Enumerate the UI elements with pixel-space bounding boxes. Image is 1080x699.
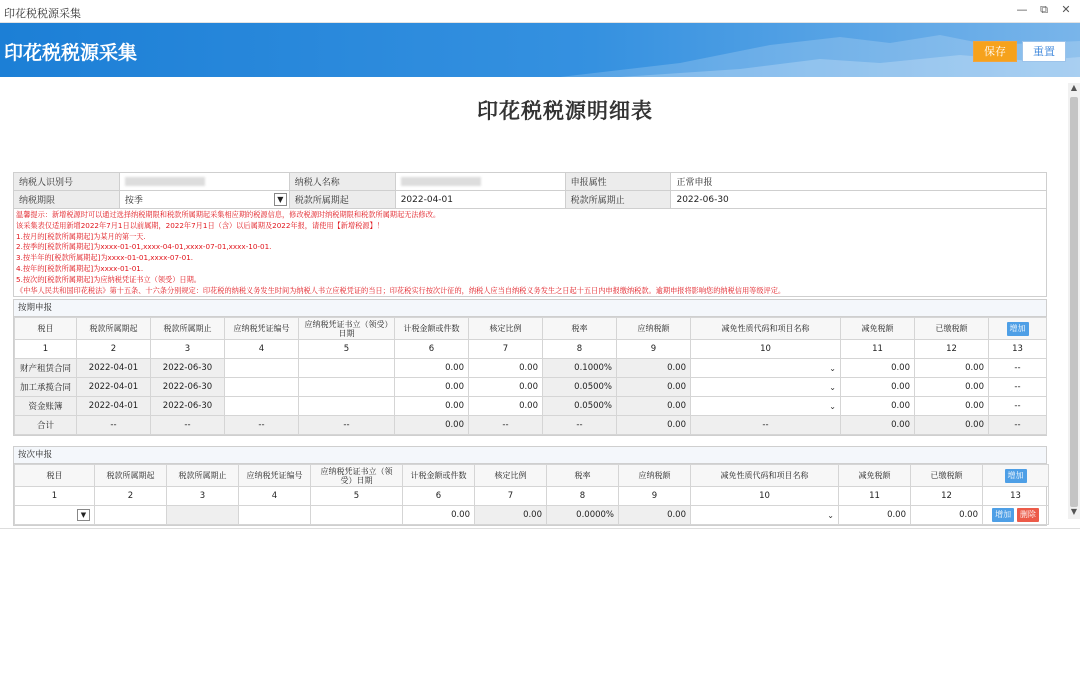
start-cell: 2022-04-01 (77, 378, 151, 397)
table-header-row (15, 465, 1049, 487)
vertical-scrollbar[interactable] (1068, 83, 1080, 519)
voucher-no-input[interactable] (225, 359, 299, 378)
relief-select[interactable] (691, 506, 839, 525)
rate-cell: 0.0500% (543, 378, 617, 397)
minimize-icon[interactable]: — (1016, 3, 1028, 16)
col-number: 3 (151, 340, 225, 359)
notice-line: 3.按半年的[税款所属期起]为xxxx-01-01,xxxx-07-01. (16, 253, 194, 263)
col-number: 8 (543, 340, 617, 359)
item-cell: 资金账簿 (15, 397, 77, 416)
voucher-date-input[interactable] (311, 506, 403, 525)
chevron-down-icon[interactable]: ⌄ (829, 401, 836, 411)
col-number: 2 (95, 487, 167, 506)
col-number: 1 (15, 340, 77, 359)
rate-cell: 0.1000% (543, 359, 617, 378)
end-cell (167, 506, 239, 525)
amount-input[interactable]: 0.00 (395, 397, 469, 416)
paid-amount-input[interactable]: 0.00 (915, 378, 989, 397)
col-number: 5 (311, 487, 403, 506)
restore-icon[interactable]: ⧉ (1040, 3, 1048, 16)
page-title: 印花税税源明细表 (477, 99, 653, 123)
op-cell: -- (989, 359, 1047, 378)
total-dash: -- (469, 416, 543, 435)
col-header: 税款所属期起 (77, 318, 151, 340)
col-header: 应纳税凭证书立（领受）日期 (311, 465, 403, 487)
voucher-no-input[interactable] (225, 378, 299, 397)
start-label: 税款所属期起 (289, 191, 395, 209)
total-tax: 0.00 (617, 416, 691, 435)
col-number: 4 (225, 340, 299, 359)
add-row-button[interactable]: 增加 (992, 508, 1014, 522)
period-select[interactable] (119, 191, 289, 209)
decl-attr-value: 正常申报 (671, 173, 1047, 191)
rate-cell: 0.0000% (547, 506, 619, 525)
scroll-up-icon[interactable]: ▲ (1070, 83, 1078, 92)
item-cell: 加工承揽合同 (15, 378, 77, 397)
taxpayer-id-value (119, 173, 289, 191)
op-cell: -- (989, 397, 1047, 416)
col-number: 11 (839, 487, 911, 506)
col-number: 12 (911, 487, 983, 506)
app-header (0, 23, 1080, 77)
col-header: 核定比例 (469, 318, 543, 340)
col-header: 应纳税额 (619, 465, 691, 487)
col-number: 2 (77, 340, 151, 359)
save-button[interactable]: 保存 (973, 41, 1017, 62)
col-header: 已缴税额 (915, 318, 989, 340)
col-number: 13 (983, 487, 1049, 506)
start-cell: 2022-04-01 (77, 397, 151, 416)
amount-input[interactable]: 0.00 (395, 359, 469, 378)
chevron-down-icon[interactable]: ⌄ (827, 510, 834, 520)
chevron-down-icon[interactable]: ⌄ (829, 363, 836, 373)
col-header-actions (983, 465, 1049, 487)
ratio-cell: 0.00 (469, 397, 543, 416)
ratio-cell: 0.00 (469, 378, 543, 397)
relief-amount-input[interactable]: 0.00 (841, 359, 915, 378)
tax-cell: 0.00 (617, 397, 691, 416)
col-header: 税率 (547, 465, 619, 487)
paid-amount-input[interactable]: 0.00 (915, 359, 989, 378)
item-cell: 财产租赁合同 (15, 359, 77, 378)
close-icon[interactable]: ✕ (1061, 3, 1071, 16)
notice-text (13, 208, 1047, 297)
table-row (15, 378, 1047, 397)
voucher-no-input[interactable] (225, 397, 299, 416)
taxpayer-name-label: 纳税人名称 (289, 173, 395, 191)
notice-line: 1.按月的[税款所属期起]为某月的第一天. (16, 231, 146, 241)
col-number: 3 (167, 487, 239, 506)
col-header: 税款所属期起 (95, 465, 167, 487)
paid-amount-input[interactable]: 0.00 (915, 397, 989, 416)
period-select-value: 按季 (124, 195, 143, 206)
total-dash: -- (225, 416, 299, 435)
end-cell: 2022-06-30 (151, 397, 225, 416)
table-row (15, 506, 1049, 525)
end-cell: 2022-06-30 (151, 359, 225, 378)
col-header: 已缴税额 (911, 465, 983, 487)
tax-cell: 0.00 (617, 359, 691, 378)
taxpayer-id-label: 纳税人识别号 (14, 173, 120, 191)
table-header-row (15, 318, 1047, 340)
voucher-date-input[interactable] (299, 378, 395, 397)
col-header: 税款所属期止 (151, 318, 225, 340)
notice-line: 4.按年的[税款所属期起]为xxxx-01-01. (16, 263, 144, 273)
col-number: 7 (475, 487, 547, 506)
add-row-button[interactable]: 增加 (1007, 322, 1029, 336)
col-number: 9 (617, 340, 691, 359)
col-number: 5 (299, 340, 395, 359)
total-dash: -- (77, 416, 151, 435)
period-label: 纳税期限 (14, 191, 120, 209)
chevron-down-icon[interactable]: ▼ (77, 509, 90, 521)
notice-line: 5.按次的[税款所属期起]为应纳税凭证书立（领受）日期。 (16, 274, 201, 284)
col-number: 12 (915, 340, 989, 359)
divider (0, 528, 1080, 529)
periodic-section (13, 299, 1047, 436)
col-header: 应纳税额 (617, 318, 691, 340)
col-header: 核定比例 (475, 465, 547, 487)
col-number: 6 (395, 340, 469, 359)
redacted-value (125, 177, 205, 186)
col-header: 税款所属期止 (167, 465, 239, 487)
col-header: 应纳税凭证编号 (239, 465, 311, 487)
table-row (15, 397, 1047, 416)
relief-amount-input[interactable]: 0.00 (841, 397, 915, 416)
col-header: 税目 (15, 318, 77, 340)
rate-cell: 0.0500% (543, 397, 617, 416)
tax-cell: 0.00 (619, 506, 691, 525)
window-titlebar (0, 0, 1080, 23)
relief-select[interactable] (691, 378, 841, 397)
end-cell: 2022-06-30 (151, 378, 225, 397)
col-header-actions (989, 318, 1047, 340)
col-number: 1 (15, 487, 95, 506)
col-number: 10 (691, 487, 839, 506)
col-header: 减免性质代码和项目名称 (691, 465, 839, 487)
total-relief: 0.00 (841, 416, 915, 435)
voucher-date-input[interactable] (299, 397, 395, 416)
end-date-value: 2022-06-30 (671, 191, 1047, 209)
total-dash: -- (691, 416, 841, 435)
per-time-section-title: 按次申报 (14, 447, 1046, 464)
tax-cell: 0.00 (617, 378, 691, 397)
decl-attr-label: 申报属性 (565, 173, 671, 191)
col-number: 4 (239, 487, 311, 506)
chevron-down-icon[interactable]: ⌄ (829, 382, 836, 392)
col-header: 应纳税凭证编号 (225, 318, 299, 340)
op-cell: -- (989, 378, 1047, 397)
taxpayer-info-table (13, 172, 1047, 209)
col-number: 10 (691, 340, 841, 359)
col-number: 7 (469, 340, 543, 359)
total-paid: 0.00 (915, 416, 989, 435)
amount-input[interactable]: 0.00 (395, 378, 469, 397)
paid-amount-input[interactable]: 0.00 (911, 506, 983, 525)
start-date-input[interactable] (95, 506, 167, 525)
notice-line: 该采集表仅适用新增2022年7月1日以前属期，2022年7月1日（含）以后属期及2022年报，请使用【新增税源】！ (16, 220, 384, 230)
notice-line: 2.按季的[税款所属期起]为xxxx-01-01,xxxx-04-01,xxxx-07-01,xxxx-10-01. (16, 242, 272, 252)
column-number-row (15, 487, 1049, 506)
per-time-table (14, 464, 1049, 525)
col-number: 6 (403, 487, 475, 506)
delete-row-button[interactable]: 删除 (1017, 508, 1039, 522)
total-dash: -- (543, 416, 617, 435)
periodic-table (14, 317, 1047, 435)
total-amount: 0.00 (395, 416, 469, 435)
item-select[interactable] (15, 506, 95, 525)
scroll-down-icon[interactable]: ▼ (1070, 507, 1078, 516)
per-time-section (13, 446, 1047, 526)
relief-select[interactable] (691, 359, 841, 378)
total-dash: -- (299, 416, 395, 435)
voucher-no-input[interactable] (239, 506, 311, 525)
notice-line: 温馨提示：新增税源时可以通过选择纳税期限和税款所属期起采集相应期的税源信息，修改税源时纳税期限和税款所属期起无法修改。 (16, 210, 441, 219)
redacted-value (401, 177, 481, 186)
start-cell: 2022-04-01 (77, 359, 151, 378)
app-title: 印花税税源采集 (4, 42, 138, 64)
column-number-row (15, 340, 1047, 359)
relief-amount-input[interactable]: 0.00 (839, 506, 911, 525)
periodic-section-title: 按期申报 (14, 300, 1046, 317)
col-header: 税率 (543, 318, 617, 340)
taxpayer-name-value (395, 173, 565, 191)
col-number: 9 (619, 487, 691, 506)
window-title: 印花税税源采集 (4, 7, 81, 20)
notice-line: 《中华人民共和国印花税法》第十五条、十六条分别规定：印花税的纳税义务发生时间为纳税人书立应税凭证的当日；印花税实行按次计征的，纳税人应当自纳税义务发生之日起十五日内申报缴纳税款。逾期申报将影响您的纳税信用等级评定。 (16, 285, 786, 295)
end-label: 税款所属期止 (565, 191, 671, 209)
total-dash: -- (151, 416, 225, 435)
col-number: 11 (841, 340, 915, 359)
col-header: 税目 (15, 465, 95, 487)
relief-select[interactable] (691, 397, 841, 416)
ratio-cell: 0.00 (469, 359, 543, 378)
scroll-thumb[interactable] (1070, 97, 1078, 507)
col-header: 减免税额 (841, 318, 915, 340)
total-dash: -- (989, 416, 1047, 435)
col-number: 8 (547, 487, 619, 506)
col-header: 计税金额或件数 (395, 318, 469, 340)
voucher-date-input[interactable] (299, 359, 395, 378)
reset-button[interactable]: 重置 (1022, 41, 1066, 62)
total-row (15, 416, 1047, 435)
start-date-input[interactable]: 2022-04-01 (395, 191, 565, 209)
col-header: 减免税额 (839, 465, 911, 487)
col-header: 减免性质代码和项目名称 (691, 318, 841, 340)
col-header: 计税金额或件数 (403, 465, 475, 487)
window-controls (1016, 3, 1072, 17)
table-row (15, 359, 1047, 378)
row-actions (983, 506, 1049, 525)
col-number: 13 (989, 340, 1047, 359)
total-label: 合计 (15, 416, 77, 435)
ratio-cell: 0.00 (475, 506, 547, 525)
chevron-down-icon[interactable]: ▼ (274, 193, 287, 206)
col-header: 应纳税凭证书立（领受）日期 (299, 318, 395, 340)
relief-amount-input[interactable]: 0.00 (841, 378, 915, 397)
add-row-button[interactable]: 增加 (1005, 469, 1027, 483)
amount-input[interactable]: 0.00 (403, 506, 475, 525)
